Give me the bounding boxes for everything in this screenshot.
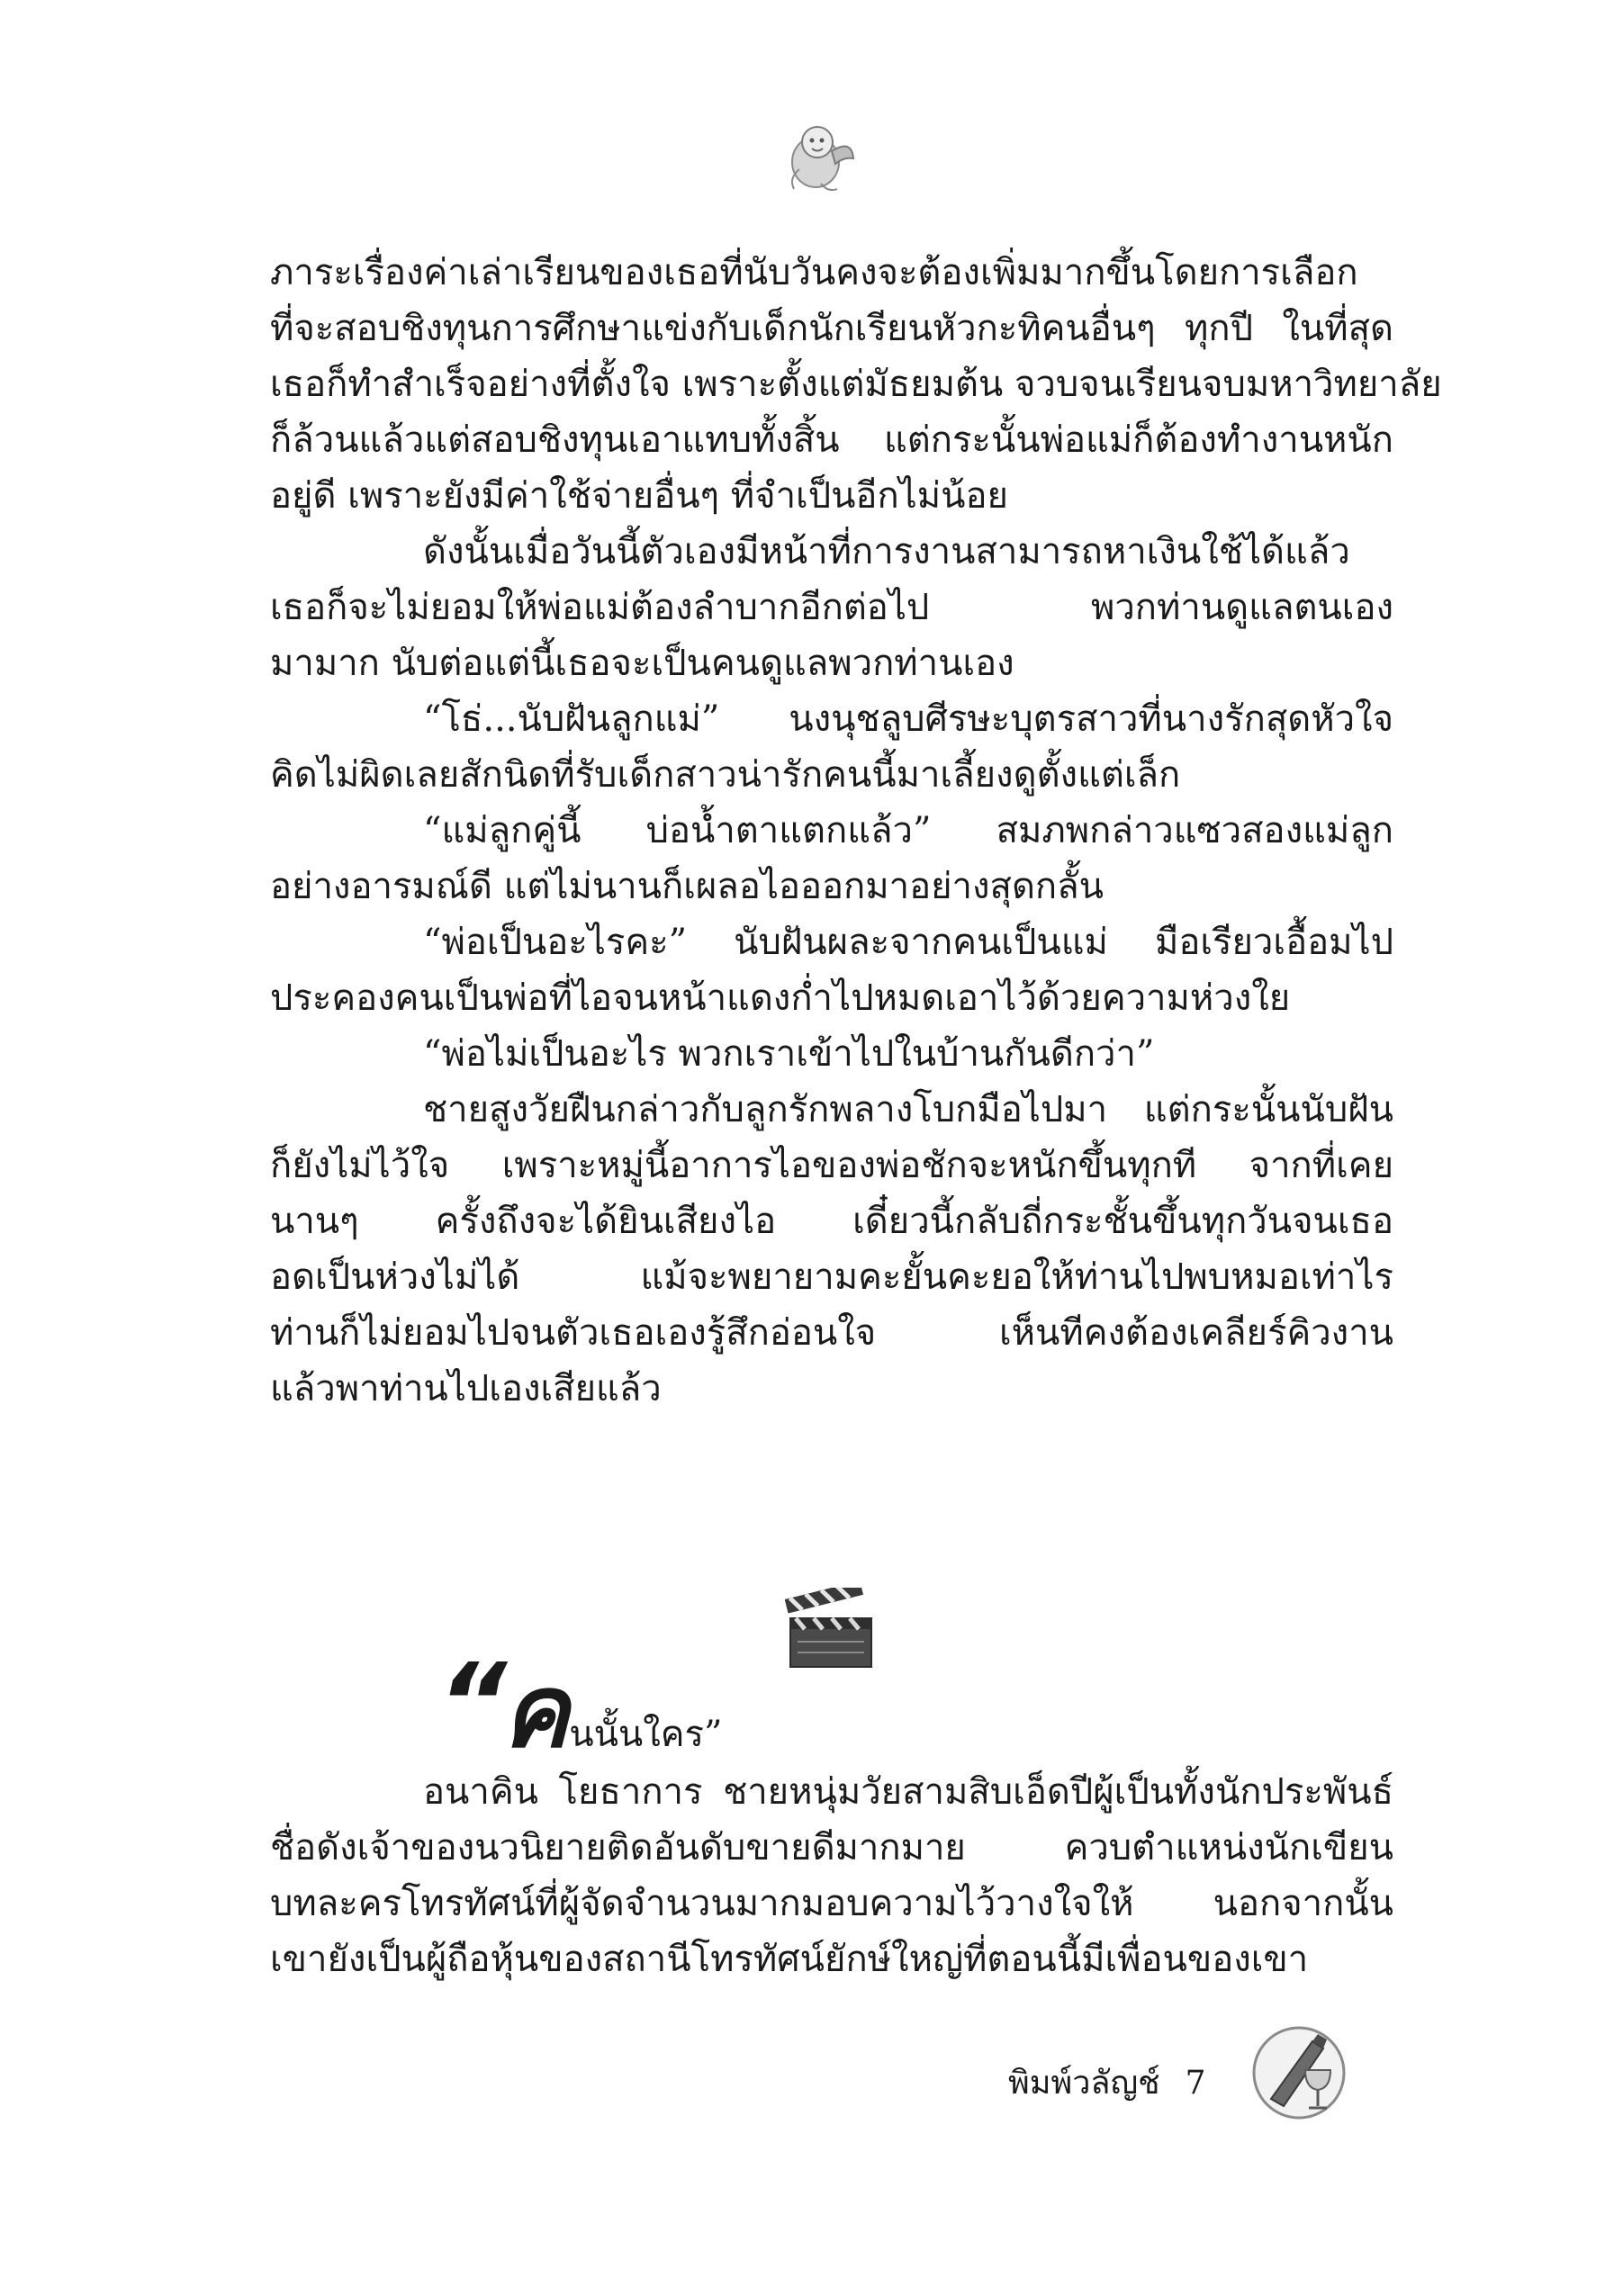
clapperboard-icon: [781, 1588, 880, 1670]
text-line: มามาก นับต่อแต่นี้เธอจะเป็นคนดูแลพวกท่านเอง: [270, 643, 1014, 684]
text-line: ชื่อดังเจ้าของนวนิยายติดอันดับขายดีมากมาย ควบตำแหน่งนักเขียน: [270, 1827, 1393, 1868]
text-line: แล้วพาท่านไปเองเสียแล้ว: [270, 1368, 662, 1409]
text-line: ชายสูงวัยฝืนกล่าวกับลูกรักพลางโบกมือไปมา แต่กระนั้นนับฝัน: [423, 1089, 1393, 1130]
footer-author: พิมพ์วลัญช์: [1008, 2065, 1160, 2102]
text-line: อนาคิน โยธาการ ชายหนุ่มวัยสามสิบเอ็ดปีผู้เป็นทั้งนักประพันธ์: [423, 1771, 1393, 1813]
text-line: ประคองคนเป็นพ่อที่ไอจนหน้าแดงก่ำไปหมดเอาไว้ด้วยความห่วงใย: [270, 977, 1291, 1019]
text-line: นานๆ ครั้งถึงจะได้ยินเสียงไอ เดี๋ยวนี้กลับถี่กระชั้นขึ้นทุกวันจนเธอ: [270, 1201, 1393, 1242]
body-text-block-2: [270, 1764, 1393, 1987]
text-line: เขายังเป็นผู้ถือหุ้นของสถานีโทรทัศน์ยักษ์ใหญ่ที่ตอนนี้มีเพื่อนของเขา: [270, 1939, 1309, 1980]
cupid-ornament-icon: [781, 115, 859, 196]
text-line: ภาระเรื่องค่าเล่าเรียนของเธอที่นับวันคงจะต้องเพิ่มมากขึ้นโดยการเลือก: [270, 252, 1358, 293]
text-line: คิดไม่ผิดเลยสักนิดที่รับเด็กสาวน่ารักคนนี้มาเลี้ยงดูตั้งแต่เล็ก: [270, 754, 1181, 796]
text-line: ท่านก็ไม่ยอมไปจนตัวเธอเองรู้สึกอ่อนใจ เห็นทีคงต้องเคลียร์คิวงาน: [270, 1312, 1393, 1354]
text-line: เธอก็จะไม่ยอมให้พ่อแม่ต้องลำบากอีกต่อไป พวกท่านดูแลตนเอง: [270, 587, 1393, 628]
text-line: อดเป็นห่วงไม่ได้ แม้จะพยายามคะยั้นคะยอให้ท่านไปพบหมอเท่าไร: [270, 1256, 1393, 1298]
text-line: “พ่อเป็นอะไรคะ” นับฝันผละจากคนเป็นแม่ มือเรียวเอื้อมไป: [423, 922, 1393, 963]
text-line: ก็ล้วนแล้วแต่สอบชิงทุนเอาแทบทั้งสิ้น แต่กระนั้นพ่อแม่ก็ต้องทำงานหนัก: [270, 419, 1393, 461]
text-line: บทละครโทรทัศน์ที่ผู้จัดจำนวนมากมอบความไว้วางใจให้ นอกจากนั้น: [270, 1883, 1393, 1924]
text-line: ก็ยังไม่ไว้ใจ เพราะหมู่นี้อาการไอของพ่อชักจะหนักขึ้นทุกที จากที่เคย: [270, 1145, 1393, 1186]
heading-open-quote: “: [437, 1642, 508, 1767]
text-line: ที่จะสอบชิงทุนการศึกษาแข่งกับเด็กนักเรียนหัวกะทิคนอื่นๆ ทุกปี ในที่สุด: [270, 308, 1393, 349]
text-line: อย่างอารมณ์ดี แต่ไม่นานก็เผลอไอออกมาอย่างสุดกลั้น: [270, 866, 1104, 907]
text-line: เธอก็ทำสำเร็จอย่างที่ตั้งใจ เพราะตั้งแต่มัธยมต้น จวบจนเรียนจบมหาวิทยาลัย: [270, 364, 1442, 405]
text-line: อยู่ดี เพราะยังมีค่าใช้จ่ายอื่นๆ ที่จำเป็นอีกไม่น้อย: [270, 475, 1008, 517]
text-line: “โธ่...นับฝันลูกแม่” นงนุชลูบศีรษะบุตรสาวที่นางรักสุดหัวใจ: [423, 698, 1393, 740]
body-text-block-1: [270, 245, 1442, 1417]
wine-glass-ornament-icon: [1249, 2023, 1348, 2122]
heading-rest-text: นนั้นใคร”: [569, 1714, 723, 1755]
text-line: “แม่ลูกคู่นี้ บ่อน้ำตาแตกแล้ว” สมภพกล่าวแซวสองแม่ลูก: [423, 810, 1393, 851]
page-number: 7: [1185, 2065, 1206, 2102]
text-line: ดังนั้นเมื่อวันนี้ตัวเองมีหน้าที่การงานสามารถหาเงินใช้ได้แล้ว: [423, 531, 1350, 572]
heading-drop-letter: ค: [501, 1653, 570, 1770]
text-line: “พ่อไม่เป็นอะไร พวกเราเข้าไปในบ้านกันดีกว่า”: [423, 1033, 1155, 1075]
page-footer: [1008, 2061, 1205, 2106]
